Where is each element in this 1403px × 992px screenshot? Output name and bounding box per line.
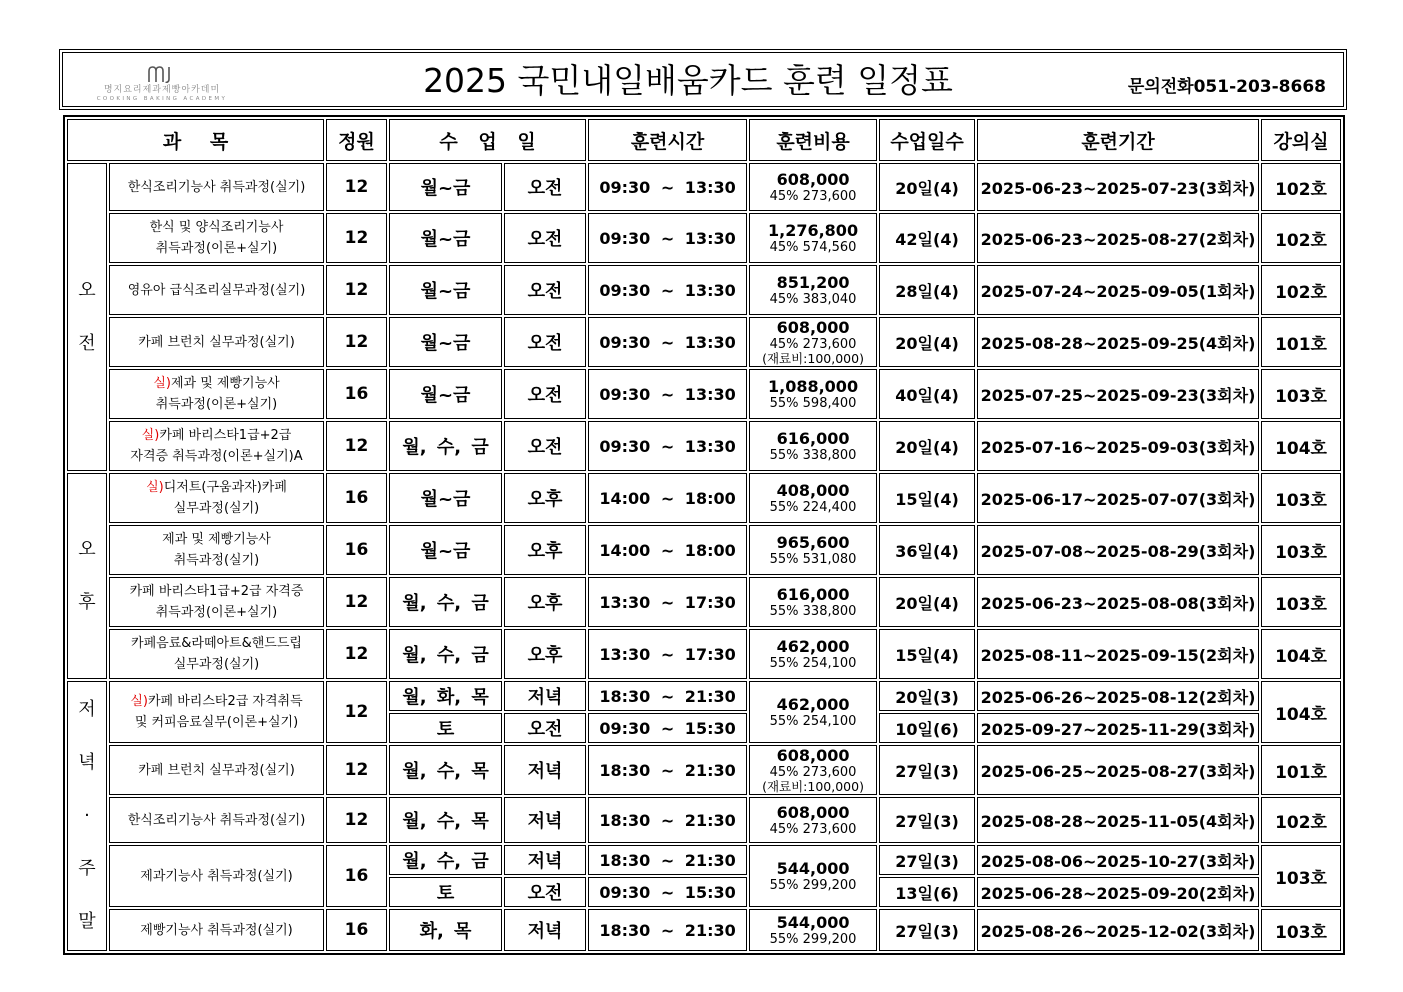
course-name-line [112, 394, 321, 415]
cost-subsidy: 45% 273,600 [769, 188, 857, 204]
course-name-text: 영유아 급식조리실무과정(실기) [127, 282, 306, 298]
course-name-cell [109, 797, 324, 843]
class-period-cell: 오전 [504, 265, 586, 315]
cost-subsidy: 55% 338,800 [769, 447, 857, 463]
class-days-cell: 월, 수, 금 [389, 629, 502, 679]
course-name-cell [109, 421, 324, 471]
cost-subsidy: 55% 224,400 [769, 499, 857, 515]
group-label-char: 주 [78, 858, 96, 879]
cost-price: 616,000 [776, 584, 850, 604]
cost-subsidy: 55% 598,400 [769, 395, 857, 411]
classroom-cell: 102호 [1261, 265, 1341, 315]
course-name-line [112, 633, 321, 654]
course-name-line [112, 373, 321, 394]
training-cost-cell [749, 797, 877, 843]
course-name-text: 제과 및 제빵기능사 [170, 376, 280, 391]
capacity-cell: 16 [326, 369, 387, 419]
course-name-cell [109, 845, 324, 907]
class-days-cell: 월~금 [389, 317, 502, 367]
classroom-cell: 101호 [1261, 745, 1341, 795]
cost-subsidy: 55% 338,800 [769, 603, 857, 619]
schedule-table [63, 115, 1345, 955]
class-period-cell: 저녁 [504, 909, 586, 951]
class-count-cell: 42일(4) [879, 213, 975, 263]
course-name-cell [109, 265, 324, 315]
cost-subsidy: 55% 531,080 [769, 551, 857, 567]
group-label-char: 오 [78, 279, 96, 301]
course-name-line [112, 866, 321, 887]
header-row [67, 119, 1341, 161]
group-label-cell [67, 473, 107, 679]
course-name-text: 카페 바리스타1급+2급 자격증 [129, 584, 304, 599]
course-name-cell [109, 745, 324, 795]
course-name-text: 실무과정(실기) [173, 657, 260, 672]
class-count-cell: 20일(4) [879, 317, 975, 367]
class-period-cell: 오후 [504, 473, 586, 523]
class-days-cell: 월~금 [389, 265, 502, 315]
group-label-cell [67, 163, 107, 471]
course-name-cell [109, 909, 324, 951]
training-period-cell: 2025-07-16~2025-09-03(3회차) [977, 421, 1259, 471]
academy-logo-icon [147, 65, 175, 83]
course-name-text: 카페음료&라떼아트&핸드드립 [131, 636, 302, 651]
header-training-period: 훈련기간 [977, 119, 1259, 161]
cost-materials: (재료비:100,000) [762, 779, 864, 794]
cost-price: 1,276,800 [767, 220, 859, 240]
course-name-text: 한식조리기능사 취득과정(실기) [127, 179, 306, 195]
training-cost-cell [749, 163, 877, 211]
training-cost-cell [749, 745, 877, 795]
schedule-row [67, 473, 1341, 523]
classroom-cell: 101호 [1261, 317, 1341, 367]
class-period-cell: 오전 [504, 421, 586, 471]
schedule-row [67, 577, 1341, 627]
course-name-cell [109, 369, 324, 419]
course-name-line [112, 581, 321, 602]
capacity-cell: 12 [326, 745, 387, 795]
capacity-cell: 12 [326, 421, 387, 471]
schedule-row [67, 845, 1341, 875]
cost-materials: (재료비:100,000) [762, 351, 864, 366]
course-name-cell [109, 525, 324, 575]
course-name-text: 제과 및 제빵기능사 [162, 532, 271, 547]
class-count-cell: 20일(3) [879, 681, 975, 711]
training-period-cell: 2025-08-26~2025-12-02(3회차) [977, 909, 1259, 951]
capacity-cell: 12 [326, 265, 387, 315]
schedule-row [67, 213, 1341, 263]
cost-price: 462,000 [776, 694, 850, 714]
course-name-line [112, 477, 321, 498]
capacity-cell: 12 [326, 317, 387, 367]
class-count-cell: 40일(4) [879, 369, 975, 419]
training-time-cell: 18:30 ~ 21:30 [588, 909, 747, 951]
course-name-text: 취득과정(실기) [173, 553, 260, 568]
cost-subsidy: 45% 574,560 [769, 239, 857, 255]
class-period-cell: 오전 [504, 369, 586, 419]
cost-price: 851,200 [776, 272, 850, 292]
course-name-text: 취득과정(이론+실기) [155, 397, 278, 412]
cost-subsidy: 55% 299,200 [769, 931, 857, 947]
course-name-text: 취득과정(이론+실기) [155, 605, 278, 620]
cost-subsidy: 45% 273,600 [769, 765, 857, 780]
class-days-cell: 월~금 [389, 213, 502, 263]
schedule-row [67, 681, 1341, 711]
class-count-cell: 20일(4) [879, 163, 975, 211]
cost-subsidy: 55% 254,100 [769, 713, 857, 729]
capacity-cell: 16 [326, 909, 387, 951]
training-period-cell: 2025-06-23~2025-08-27(2회차) [977, 213, 1259, 263]
class-count-cell: 13일(6) [879, 877, 975, 907]
classroom-cell: 102호 [1261, 213, 1341, 263]
header-class-days: 수 업 일 [389, 119, 586, 161]
course-name-text: 카페 브런치 실무과정(실기) [138, 334, 295, 350]
cost-subsidy: 55% 254,100 [769, 655, 857, 671]
cost-price: 544,000 [776, 912, 850, 932]
cost-subsidy: 45% 273,600 [769, 821, 857, 837]
training-period-cell: 2025-08-28~2025-09-25(4회차) [977, 317, 1259, 367]
class-count-cell: 15일(4) [879, 629, 975, 679]
course-name-text: 제과기능사 취득과정(실기) [140, 868, 293, 884]
schedule-row [67, 745, 1341, 795]
cost-subsidy: 45% 273,600 [769, 337, 857, 352]
class-count-cell: 15일(4) [879, 473, 975, 523]
class-period-cell: 저녁 [504, 845, 586, 875]
class-count-cell: 36일(4) [879, 525, 975, 575]
cost-price: 965,600 [776, 532, 850, 552]
class-days-cell: 월~금 [389, 369, 502, 419]
course-name-cell [109, 163, 324, 211]
training-period-cell: 2025-08-06~2025-10-27(3회차) [977, 845, 1259, 875]
training-cost-cell [749, 845, 877, 907]
classroom-cell: 103호 [1261, 577, 1341, 627]
training-period-cell: 2025-08-11~2025-09-15(2회차) [977, 629, 1259, 679]
training-period-cell: 2025-09-27~2025-11-29(3회차) [977, 713, 1259, 743]
class-days-cell: 화, 목 [389, 909, 502, 951]
training-cost-cell [749, 909, 877, 951]
classroom-cell: 103호 [1261, 909, 1341, 951]
course-name-text: 제빵기능사 취득과정(실기) [140, 922, 293, 938]
course-name-line [112, 217, 321, 238]
class-period-cell: 오후 [504, 525, 586, 575]
cost-price: 462,000 [776, 636, 850, 656]
class-period-cell: 오후 [504, 629, 586, 679]
training-time-cell: 14:00 ~ 18:00 [588, 525, 747, 575]
class-count-cell: 28일(4) [879, 265, 975, 315]
class-days-cell: 월, 수, 목 [389, 745, 502, 795]
group-label [70, 540, 104, 613]
logo-text-english: COOKING BAKING ACADEMY [96, 96, 228, 102]
course-name-cell [109, 213, 324, 263]
class-period-cell: 오전 [504, 317, 586, 367]
training-time-cell: 18:30 ~ 21:30 [588, 797, 747, 843]
logo-text-korean: 명지요리제과제빵아카데미 [103, 85, 221, 95]
course-name-cell [109, 577, 324, 627]
schedule-row [67, 629, 1341, 679]
course-name-line [112, 529, 321, 550]
course-name-line [112, 920, 321, 941]
training-time-cell: 18:30 ~ 21:30 [588, 681, 747, 711]
course-name-text: 카페 바리스타2급 자격취득 [147, 694, 303, 709]
cost-subsidy: 55% 299,200 [769, 877, 857, 893]
training-time-cell: 13:30 ~ 17:30 [588, 577, 747, 627]
course-name-text: 및 커피음료실무(이론+실기) [134, 715, 299, 730]
course-name-line [112, 810, 321, 831]
class-days-cell: 월, 수, 금 [389, 577, 502, 627]
classroom-cell: 103호 [1261, 369, 1341, 419]
group-label-char: 말 [78, 911, 96, 932]
classroom-cell: 102호 [1261, 797, 1341, 843]
training-cost-cell [749, 681, 877, 743]
training-period-cell: 2025-06-28~2025-09-20(2회차) [977, 877, 1259, 907]
training-time-cell: 18:30 ~ 21:30 [588, 845, 747, 875]
training-period-cell: 2025-06-23~2025-08-08(3회차) [977, 577, 1259, 627]
schedule-row [67, 265, 1341, 315]
capacity-cell: 12 [326, 163, 387, 211]
capacity-cell: 12 [326, 629, 387, 679]
training-time-cell: 09:30 ~ 13:30 [588, 265, 747, 315]
course-name-cell [109, 629, 324, 679]
title-box [59, 49, 1347, 110]
class-count-cell: 20일(4) [879, 577, 975, 627]
course-name-line [112, 712, 321, 733]
training-cost-cell [749, 421, 877, 471]
class-count-cell: 27일(3) [879, 845, 975, 875]
training-cost-cell [749, 369, 877, 419]
group-label [70, 700, 104, 932]
course-name-text: 한식조리기능사 취득과정(실기) [127, 812, 306, 828]
class-period-cell: 오전 [504, 163, 586, 211]
class-period-cell: 저녁 [504, 681, 586, 711]
class-count-cell: 27일(3) [879, 745, 975, 795]
schedule-row [67, 525, 1341, 575]
class-count-cell: 10일(6) [879, 713, 975, 743]
classroom-cell: 102호 [1261, 163, 1341, 211]
training-cost-cell [749, 525, 877, 575]
course-name-text: 카페 바리스타1급+2급 [159, 428, 292, 443]
classroom-cell: 104호 [1261, 629, 1341, 679]
course-name-line [112, 446, 321, 467]
course-name-line [112, 332, 321, 353]
training-cost-cell [749, 265, 877, 315]
course-name-line [112, 280, 321, 301]
class-count-cell: 27일(3) [879, 909, 975, 951]
group-label-char: 후 [78, 591, 96, 613]
course-name-line [112, 550, 321, 571]
classroom-cell: 103호 [1261, 845, 1341, 907]
training-time-cell: 09:30 ~ 13:30 [588, 369, 747, 419]
cost-price: 608,000 [776, 746, 850, 765]
classroom-cell: 104호 [1261, 421, 1341, 471]
course-name-cell [109, 473, 324, 523]
schedule-body [67, 163, 1341, 951]
class-count-cell: 27일(3) [879, 797, 975, 843]
page-title: 2025 국민내일배움카드 훈련 일정표 [423, 61, 953, 100]
course-name-line [112, 238, 321, 259]
course-name-line [112, 498, 321, 519]
training-period-cell: 2025-07-24~2025-09-05(1회차) [977, 265, 1259, 315]
training-period-cell: 2025-06-25~2025-08-27(3회차) [977, 745, 1259, 795]
course-name-text: 취득과정(이론+실기) [155, 241, 278, 256]
group-label-char: 오 [78, 538, 96, 560]
course-name-text: 디저트(구움과자)카페 [163, 480, 287, 495]
training-time-cell: 09:30 ~ 13:30 [588, 213, 747, 263]
class-count-cell: 20일(4) [879, 421, 975, 471]
capacity-cell: 16 [326, 845, 387, 907]
class-days-cell: 월, 화, 목 [389, 681, 502, 711]
cost-price: 408,000 [776, 480, 850, 500]
schedule-row [67, 909, 1341, 951]
class-period-cell: 오전 [504, 877, 586, 907]
class-days-cell: 토 [389, 713, 502, 743]
training-period-cell: 2025-07-08~2025-08-29(3회차) [977, 525, 1259, 575]
training-cost-cell [749, 629, 877, 679]
practical-course-prefix: 실) [146, 480, 164, 495]
course-name-cell [109, 317, 324, 367]
class-period-cell: 오전 [504, 213, 586, 263]
practical-course-prefix: 실) [153, 376, 171, 391]
course-name-text: 한식 및 양식조리기능사 [149, 220, 284, 235]
course-name-text: 카페 브런치 실무과정(실기) [138, 762, 295, 778]
group-label-char: · [84, 805, 90, 826]
training-time-cell: 18:30 ~ 21:30 [588, 745, 747, 795]
class-days-cell: 월~금 [389, 525, 502, 575]
schedule-row [67, 163, 1341, 211]
training-period-cell: 2025-08-28~2025-11-05(4회차) [977, 797, 1259, 843]
training-period-cell: 2025-06-17~2025-07-07(3회차) [977, 473, 1259, 523]
course-name-text: 자격증 취득과정(이론+실기)A [130, 449, 303, 464]
class-days-cell: 월~금 [389, 473, 502, 523]
training-period-cell: 2025-07-25~2025-09-23(3회차) [977, 369, 1259, 419]
cost-price: 1,088,000 [767, 376, 859, 396]
capacity-cell: 16 [326, 473, 387, 523]
capacity-cell: 12 [326, 797, 387, 843]
cost-subsidy: 45% 383,040 [769, 291, 857, 307]
capacity-cell: 16 [326, 525, 387, 575]
capacity-cell: 12 [326, 213, 387, 263]
group-label-cell [67, 681, 107, 951]
training-time-cell: 09:30 ~ 13:30 [588, 317, 747, 367]
cost-price: 544,000 [776, 858, 850, 878]
training-cost-cell [749, 577, 877, 627]
course-name-line [112, 654, 321, 675]
class-days-cell: 월~금 [389, 163, 502, 211]
course-name-cell [109, 681, 324, 743]
course-name-line [112, 760, 321, 781]
class-days-cell: 월, 수, 목 [389, 797, 502, 843]
practical-course-prefix: 실) [130, 694, 148, 709]
group-label-char: 녁 [78, 752, 96, 773]
classroom-cell: 104호 [1261, 681, 1341, 743]
class-period-cell: 오전 [504, 713, 586, 743]
class-days-cell: 월, 수, 금 [389, 845, 502, 875]
schedule-row [67, 797, 1341, 843]
training-time-cell: 09:30 ~ 15:30 [588, 713, 747, 743]
capacity-cell: 12 [326, 577, 387, 627]
cost-price: 608,000 [776, 169, 850, 189]
contact-phone: 문의전화051-203-8668 [1127, 77, 1326, 97]
cost-price: 608,000 [776, 802, 850, 822]
group-label-char: 저 [78, 699, 96, 720]
header-training-cost: 훈련비용 [749, 119, 877, 161]
cost-price: 608,000 [776, 318, 850, 337]
class-days-cell: 월, 수, 금 [389, 421, 502, 471]
classroom-cell: 103호 [1261, 473, 1341, 523]
course-name-line [112, 177, 321, 198]
schedule-row [67, 421, 1341, 471]
class-period-cell: 저녁 [504, 797, 586, 843]
group-label-char: 전 [78, 332, 96, 354]
training-cost-cell [749, 473, 877, 523]
training-period-cell: 2025-06-26~2025-08-12(2회차) [977, 681, 1259, 711]
course-name-text: 실무과정(실기) [173, 501, 260, 516]
group-label [70, 281, 104, 354]
training-cost-cell [749, 317, 877, 367]
course-name-line [112, 691, 321, 712]
practical-course-prefix: 실) [141, 428, 160, 443]
cost-price: 616,000 [776, 428, 850, 448]
training-time-cell: 09:30 ~ 15:30 [588, 877, 747, 907]
header-classroom: 강의실 [1261, 119, 1341, 161]
schedule-row [67, 369, 1341, 419]
academy-logo [85, 62, 239, 104]
training-time-cell: 13:30 ~ 17:30 [588, 629, 747, 679]
class-days-cell: 토 [389, 877, 502, 907]
schedule-row [67, 317, 1341, 367]
header-class-count: 수업일수 [879, 119, 975, 161]
header-course: 과 목 [67, 119, 324, 161]
course-name-line [112, 602, 321, 623]
training-time-cell: 09:30 ~ 13:30 [588, 421, 747, 471]
header-capacity: 정원 [326, 119, 387, 161]
training-period-cell: 2025-06-23~2025-07-23(3회차) [977, 163, 1259, 211]
class-period-cell: 저녁 [504, 745, 586, 795]
course-name-line [112, 425, 321, 446]
header-training-time: 훈련시간 [588, 119, 747, 161]
training-cost-cell [749, 213, 877, 263]
classroom-cell: 103호 [1261, 525, 1341, 575]
training-time-cell: 09:30 ~ 13:30 [588, 163, 747, 211]
class-period-cell: 오후 [504, 577, 586, 627]
training-time-cell: 14:00 ~ 18:00 [588, 473, 747, 523]
capacity-cell: 12 [326, 681, 387, 743]
